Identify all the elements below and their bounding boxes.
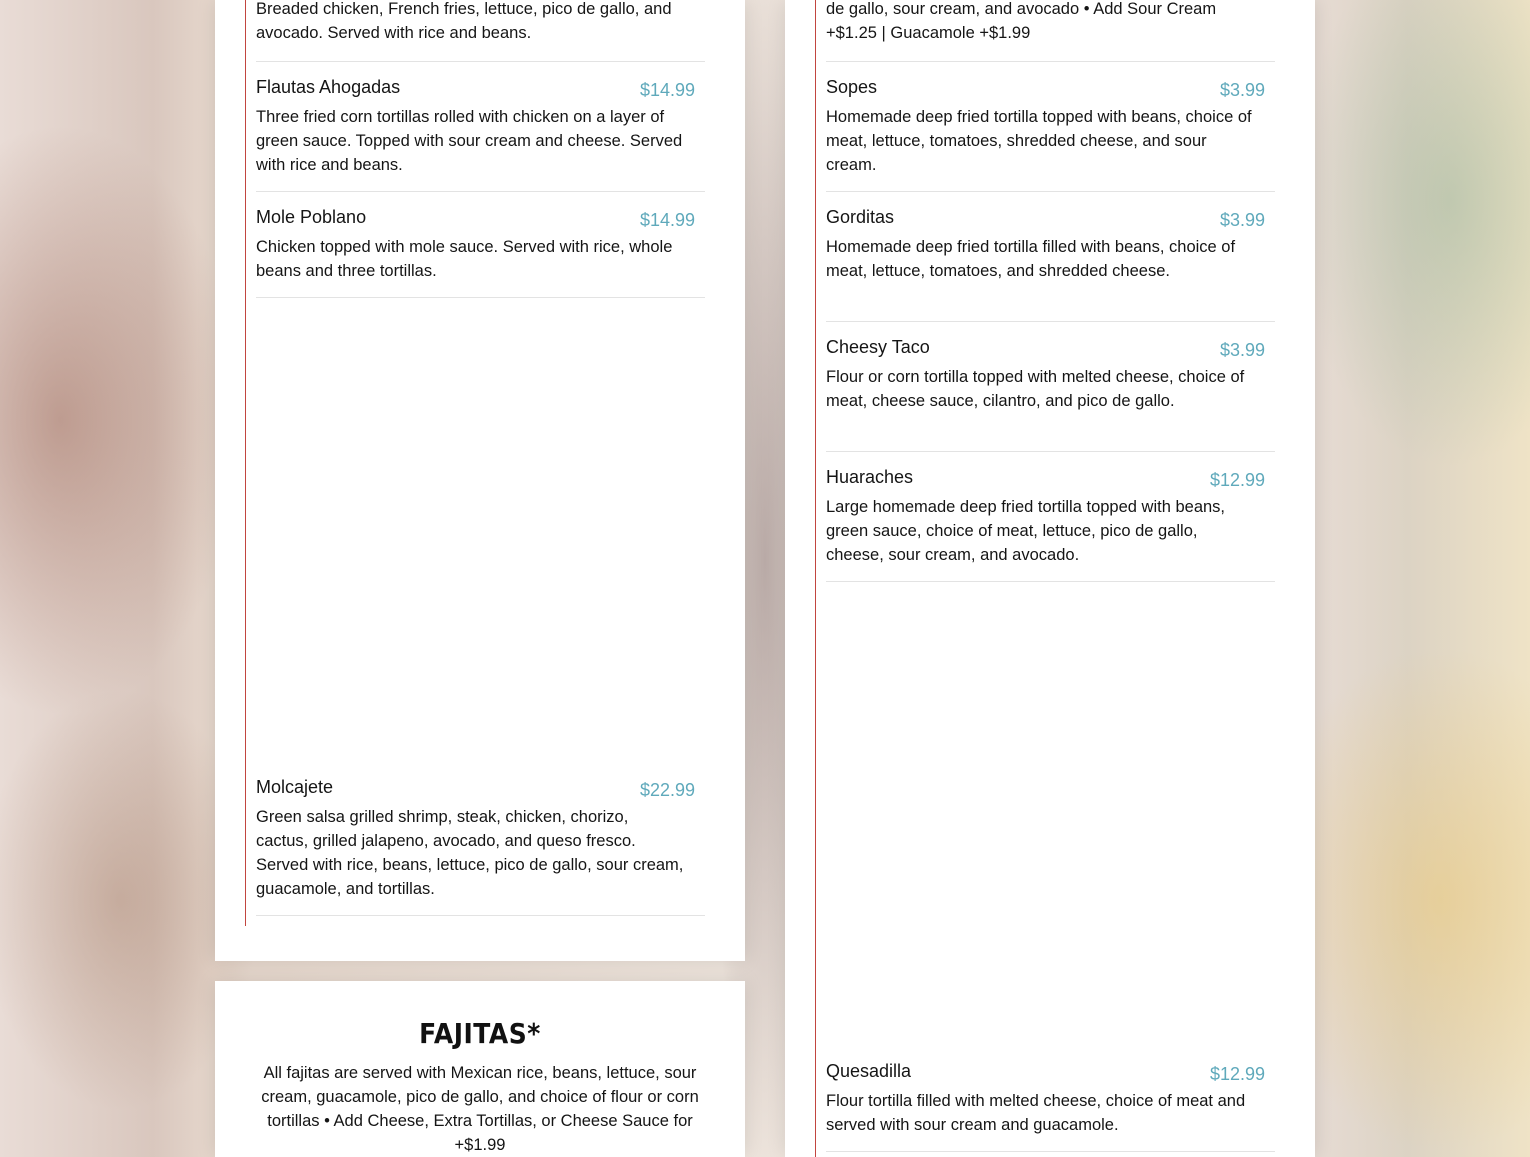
menu-item-name: Huaraches [826,467,914,487]
fajitas-section-card [215,981,745,1157]
menu-item-desc: Three fried corn tortillas rolled with chicken on a layer of green sauce. Topped with sour cream and cheese. Served with rice and beans. [256,108,683,174]
menu-item-price: $12.99 [1209,470,1265,490]
menu-item-name: Quesadilla [826,1061,912,1081]
menu-item-desc: Breaded chicken, French fries, lettuce, pico de gallo, and avocado. Served with rice and beans. [256,0,672,42]
menu-item-price: $3.99 [1219,210,1265,230]
divider [826,1151,1275,1152]
menu-item-price: $22.99 [639,780,695,800]
divider [256,297,705,298]
menu-item-price: $3.99 [1219,80,1265,100]
menu-item-quesadilla [826,1059,1275,1137]
divider [826,191,1275,192]
divider [826,321,1275,322]
menu-item-name: Mole Poblano [256,207,367,227]
menu-item-desc: de gallo, sour cream, and avocado • Add Sour Cream +$1.25 | Guacamole +$1.99 [826,0,1217,42]
menu-item-desc: Homemade deep fried tortilla filled with beans, choice of meat, lettuce, tomatoes, and shredded cheese. [826,238,1236,280]
menu-item-desc: Flour or corn tortilla topped with melted cheese, choice of meat, cheese sauce, cilantro, and pico de gallo. [826,368,1245,410]
divider [256,915,705,916]
menu-item-desc: Flour tortilla filled with melted cheese, choice of meat and served with sour cream and guacamole. [826,1092,1246,1134]
accent-line [245,0,246,926]
section-title: FAJITAS* [419,1017,541,1050]
menu-item-price: $14.99 [639,210,695,230]
menu-item-huaraches [826,465,1275,567]
menu-item-partial [826,0,1275,45]
menu-item-price: $12.99 [1209,1064,1265,1084]
divider [256,61,705,62]
menu-item-sopes [826,75,1275,177]
menu-item-price: $14.99 [639,80,695,100]
menu-item-name: Flautas Ahogadas [256,77,401,97]
menu-item-name: Sopes [826,77,878,97]
menu-item-mole-poblano [256,205,705,283]
divider [826,61,1275,62]
menu-item-desc: Green salsa grilled shrimp, steak, chicken, chorizo, cactus, grilled jalapeno, avocado, and queso fresco. Served with rice, beans, lettuce, pico de gallo, sour cream, guacamole, and tortillas. [256,808,684,898]
menu-item-desc: Chicken topped with mole sauce. Served with rice, whole beans and three tortillas. [256,238,673,280]
menu-card-left [215,0,745,961]
divider [826,581,1275,582]
menu-item-cheesy-taco [826,335,1275,413]
menu-card-right [785,0,1315,1157]
menu-item-flautas-ahogadas [256,75,705,177]
menu-item-desc: Homemade deep fried tortilla topped with beans, choice of meat, lettuce, tomatoes, shredded cheese, and sour cream. [826,108,1252,174]
menu-item-desc: Large homemade deep fried tortilla topped with beans, green sauce, choice of meat, lettuce, pico de gallo, cheese, sour cream, and avocado. [826,498,1226,564]
divider [256,191,705,192]
section-description: All fajitas are served with Mexican rice, beans, lettuce, sour cream, guacamole, pico de gallo, and choice of flour or corn tortillas • Add Cheese, Extra Tortillas, or Cheese Sauce for +$1.99 [261,1064,699,1154]
menu-item-price: $3.99 [1219,340,1265,360]
divider [826,451,1275,452]
menu-item-name: Cheesy Taco [826,337,930,357]
menu-item-molcajete [256,775,705,901]
menu-item-name: Gorditas [826,207,895,227]
menu-item-partial [256,0,705,45]
menu-item-name: Molcajete [256,777,334,797]
accent-line [815,0,816,1157]
menu-item-gorditas [826,205,1275,283]
